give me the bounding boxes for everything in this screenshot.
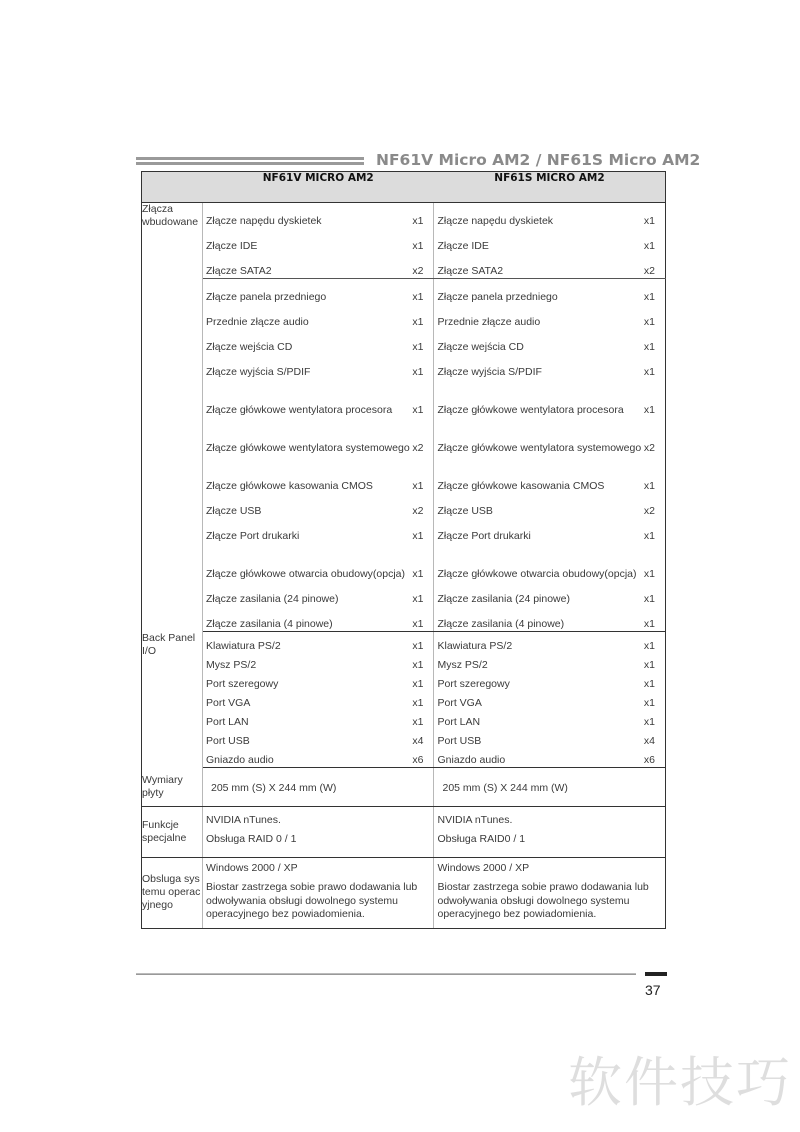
column-header-nf61v: NF61V MICRO AM2 [202,172,434,203]
table-row [142,768,666,807]
spec-item-qty: x1 [643,479,655,492]
spec-item-qty: x1 [412,290,424,303]
nf61v-cell [202,354,434,379]
spec-item-qty: x1 [643,617,655,630]
spec-item-qty: x1 [412,677,424,690]
spec-item [203,203,434,228]
category-label: Obsluga systemu operacyjnego [142,857,203,928]
spec-item-name: Złącze zasilania (24 pinowe) [205,592,339,605]
nf61s-cell [434,581,666,606]
spec-item-qty: x1 [643,677,655,690]
spec-item-qty: x1 [643,290,655,303]
spec-item [434,606,665,631]
spec-item-name: Złącze wejścia CD [437,340,524,353]
nf61v-cell [202,581,434,606]
spec-item [203,653,434,672]
spec-item-name: Złącze wejścia CD [205,340,293,353]
spec-item-name: Port USB [437,734,482,747]
table-row [142,304,666,329]
spec-item [203,518,434,543]
nf61s-cell [434,729,666,748]
spec-item [203,581,434,606]
nf61s-cell [434,691,666,710]
table-row [142,653,666,672]
spec-item [434,710,665,729]
spec-text: 205 mm (S) X 244 mm (W) [442,782,568,794]
nf61s-cell [434,304,666,329]
spec-item [203,417,434,455]
spec-text: 205 mm (S) X 244 mm (W) [210,782,337,794]
spec-item-name: Złącze IDE [437,239,489,252]
footer-rule [136,973,636,975]
spec-item-qty: x1 [412,403,424,416]
spec-text: Obsługa RAID 0 / 1 [205,833,297,845]
spec-item-name: Złącze IDE [205,239,258,252]
spec-item-name: Port szeregowy [205,677,279,690]
spec-item-name: Złącze wyjścia S/PDIF [205,365,311,378]
nf61v-cell [202,518,434,543]
nf61s-cell [434,354,666,379]
spec-item-qty: x1 [412,658,424,671]
spec-text: NVIDIA nTunes. [205,813,281,826]
spec-item [203,606,434,631]
spec-item-qty: x1 [412,617,424,630]
table-row [142,518,666,543]
nf61v-cell [202,710,434,729]
spec-item-name: Złącze główkowe kasowania CMOS [205,479,373,492]
spec-item [434,329,665,354]
nf61s-cell [434,518,666,543]
spec-item-qty: x1 [412,592,424,605]
table-row [142,493,666,518]
spec-item-name: Złącze panela przedniego [205,290,327,303]
table-row [142,857,666,928]
spec-text: NVIDIA nTunes. [437,813,513,826]
nf61s-cell [434,748,666,768]
spec-item-qty: x6 [643,753,655,766]
spec-item-qty: x1 [412,715,424,728]
spec-item-name: Złącze Port drukarki [437,529,531,542]
spec-item-qty: x4 [412,734,424,747]
nf61v-cell [202,653,434,672]
category-label: Back Panel I/O [142,632,203,768]
spec-item [434,581,665,606]
spec-item [434,228,665,253]
spec-item [434,279,665,304]
spec-item-qty: x1 [412,365,424,378]
spec-item [434,543,665,581]
spec-item [203,253,434,278]
spec-item-name: Złącze napędu dyskietek [437,214,554,227]
spec-item [434,379,665,417]
nf61s-cell [434,228,666,253]
spec-item [434,748,665,767]
table-row [142,203,666,229]
category-label: Wymiary płyty [142,768,203,807]
table-row [142,606,666,632]
document-title: NF61V Micro AM2 / NF61S Micro AM2 [376,151,701,169]
nf61v-cell [202,279,434,305]
spec-item-qty: x2 [643,504,655,517]
spec-item [434,354,665,379]
spec-item-name: Port VGA [205,696,251,709]
spec-item [203,379,434,417]
spec-item-qty: x1 [412,214,424,227]
nf61s-cell [434,493,666,518]
spec-item [434,304,665,329]
table-row [142,354,666,379]
spec-item-name: Złącze główkowe otwarcia obudowy(opcja) [437,567,637,580]
spec-item [434,672,665,691]
nf61s-cell [434,632,666,654]
nf61v-cell [202,417,434,455]
spec-item-qty: x1 [643,529,655,542]
spec-item-name: Klawiatura PS/2 [437,639,513,652]
spec-item-name: Złącze główkowe wentylatora systemowego [205,441,410,454]
nf61v-cell [202,228,434,253]
spec-item [434,203,665,228]
spec-item-qty: x1 [412,567,424,580]
spec-item-qty: x1 [643,639,655,652]
spec-item-name: Złącze główkowe wentylatora procesora [437,403,624,416]
spec-item-name: Złącze USB [205,504,262,517]
nf61v-cell [202,768,434,807]
page-number: 37 [645,982,661,998]
spec-item [203,228,434,253]
spec-item-name: Port LAN [205,715,249,728]
nf61v-cell [202,691,434,710]
spec-item [203,672,434,691]
spec-item-qty: x1 [643,715,655,728]
spec-item-name: Przednie złącze audio [437,315,541,328]
spec-item [203,455,434,493]
table-row [142,228,666,253]
spec-item-qty: x2 [412,264,424,277]
nf61v-cell [202,857,434,928]
spec-item-name: Port VGA [437,696,482,709]
spec-item-qty: x1 [412,529,424,542]
nf61s-cell [434,768,666,807]
spec-item-qty: x1 [412,479,424,492]
nf61s-cell [434,253,666,279]
spec-item [203,543,434,581]
spec-item-name: Klawiatura PS/2 [205,639,281,652]
spec-item [203,493,434,518]
table-row [142,455,666,493]
spec-item-name: Złącze główkowe otwarcia obudowy(opcja) [205,567,405,580]
table-row [142,253,666,279]
spec-item [434,691,665,710]
spec-item [434,455,665,493]
spec-item-qty: x1 [412,696,424,709]
watermark: 软件技巧 [568,1051,792,1114]
footer-marker [645,972,667,976]
nf61v-cell [202,455,434,493]
spec-item-qty: x1 [643,696,655,709]
nf61v-cell [202,253,434,279]
spec-item-name: Złącze SATA2 [205,264,272,277]
table-row [142,581,666,606]
spec-item [203,729,434,748]
spec-item-qty: x1 [643,340,655,353]
spec-item-qty: x1 [643,239,655,252]
nf61s-cell [434,653,666,672]
table-row [142,379,666,417]
nf61s-cell [434,379,666,417]
table-row [142,691,666,710]
spec-item-qty: x4 [643,734,655,747]
nf61s-cell [434,806,666,857]
header-bar [136,162,364,165]
spec-item-qty: x1 [412,315,424,328]
table-row [142,279,666,305]
table-row [142,710,666,729]
spec-item-name: Mysz PS/2 [437,658,488,671]
nf61v-cell [202,543,434,581]
spec-item [434,729,665,748]
spec-item-name: Port szeregowy [437,677,510,690]
spec-item-name: Port LAN [437,715,481,728]
spec-item-qty: x2 [643,264,655,277]
nf61v-cell [202,379,434,417]
spec-item-name: Złącze główkowe wentylatora procesora [205,403,393,416]
spec-item-qty: x1 [643,567,655,580]
spec-item-qty: x1 [643,403,655,416]
spec-item-name: Złącze panela przedniego [437,290,558,303]
spec-item [203,632,434,653]
table-row [142,329,666,354]
table-row [142,672,666,691]
nf61s-cell [434,203,666,229]
nf61s-cell [434,329,666,354]
spec-item [434,417,665,455]
spec-item-name: Złącze USB [437,504,493,517]
nf61v-cell [202,806,434,857]
nf61v-cell [202,748,434,768]
table-row [142,632,666,654]
spec-item-name: Mysz PS/2 [205,658,257,671]
spec-text: Windows 2000 / XP [205,861,298,874]
spec-item-name: Przednie złącze audio [205,315,309,328]
spec-text: Biostar zastrzega sobie prawo dodawania lub odwoływania obsługi dowolnego systemu operacyjnego bez powiadomienia. [205,881,418,920]
spec-item [434,653,665,672]
spec-item-qty: x1 [412,340,424,353]
spec-item-name: Gniazdo audio [205,753,274,766]
spec-item-qty: x6 [412,753,424,766]
column-header-nf61s: NF61S MICRO AM2 [434,172,666,203]
spec-item-qty: x1 [412,639,424,652]
spec-item-name: Złącze główkowe wentylatora systemowego [437,441,642,454]
nf61v-cell [202,304,434,329]
spec-item-qty: x1 [412,239,424,252]
category-label: Złącza wbudowane [142,203,203,632]
spec-text: Windows 2000 / XP [437,861,530,874]
nf61s-cell [434,710,666,729]
table-row [142,417,666,455]
spec-item-name: Złącze napędu dyskietek [205,214,322,227]
nf61v-cell [202,672,434,691]
spec-item [434,493,665,518]
header-bar [136,157,364,160]
spec-table [141,171,666,929]
spec-item-qty: x1 [643,658,655,671]
nf61s-cell [434,543,666,581]
spec-item [203,329,434,354]
spec-item [203,748,434,767]
spec-item-name: Złącze główkowe kasowania CMOS [437,479,605,492]
spec-item [203,691,434,710]
spec-item-name: Złącze zasilania (4 pinowe) [205,617,333,630]
category-label: Funkcje specjalne [142,806,203,857]
spec-item [434,253,665,278]
spec-item-name: Złącze wyjścia S/PDIF [437,365,542,378]
spec-item [203,354,434,379]
nf61s-cell [434,279,666,305]
header-decoration-bars [136,156,364,166]
spec-item-name: Złącze zasilania (4 pinowe) [437,617,565,630]
table-row [142,543,666,581]
spec-item [434,632,665,653]
spec-item-qty: x2 [412,504,424,517]
nf61s-cell [434,857,666,928]
spec-item [203,279,434,304]
nf61v-cell [202,632,434,654]
spec-item [203,304,434,329]
nf61v-cell [202,329,434,354]
spec-item [434,518,665,543]
nf61s-cell [434,417,666,455]
nf61v-cell [202,729,434,748]
nf61v-cell [202,493,434,518]
spec-item-qty: x1 [643,315,655,328]
spec-item-qty: x1 [643,214,655,227]
spec-item-name: Gniazdo audio [437,753,506,766]
spec-item-qty: x1 [643,592,655,605]
spec-text: Obsługa RAID0 / 1 [437,833,526,845]
spec-item-name: Port USB [205,734,250,747]
nf61s-cell [434,606,666,632]
nf61v-cell [202,203,434,229]
spec-item-name: Złącze SATA2 [437,264,504,277]
table-row [142,806,666,857]
nf61v-cell [202,606,434,632]
spec-item-qty: x2 [643,441,655,454]
spec-text: Biostar zastrzega sobie prawo dodawania lub odwoływania obsługi dowolnego systemu operacyjnego bez powiadomienia. [437,881,649,920]
spec-item-qty: x1 [643,365,655,378]
spec-item [203,710,434,729]
table-row [142,729,666,748]
table-header-row [142,172,666,203]
nf61s-cell [434,672,666,691]
spec-item-name: Złącze zasilania (24 pinowe) [437,592,570,605]
table-row [142,748,666,768]
nf61s-cell [434,455,666,493]
spec-item-name: Złącze Port drukarki [205,529,300,542]
column-header-category [142,172,203,203]
spec-item-qty: x2 [412,441,424,454]
